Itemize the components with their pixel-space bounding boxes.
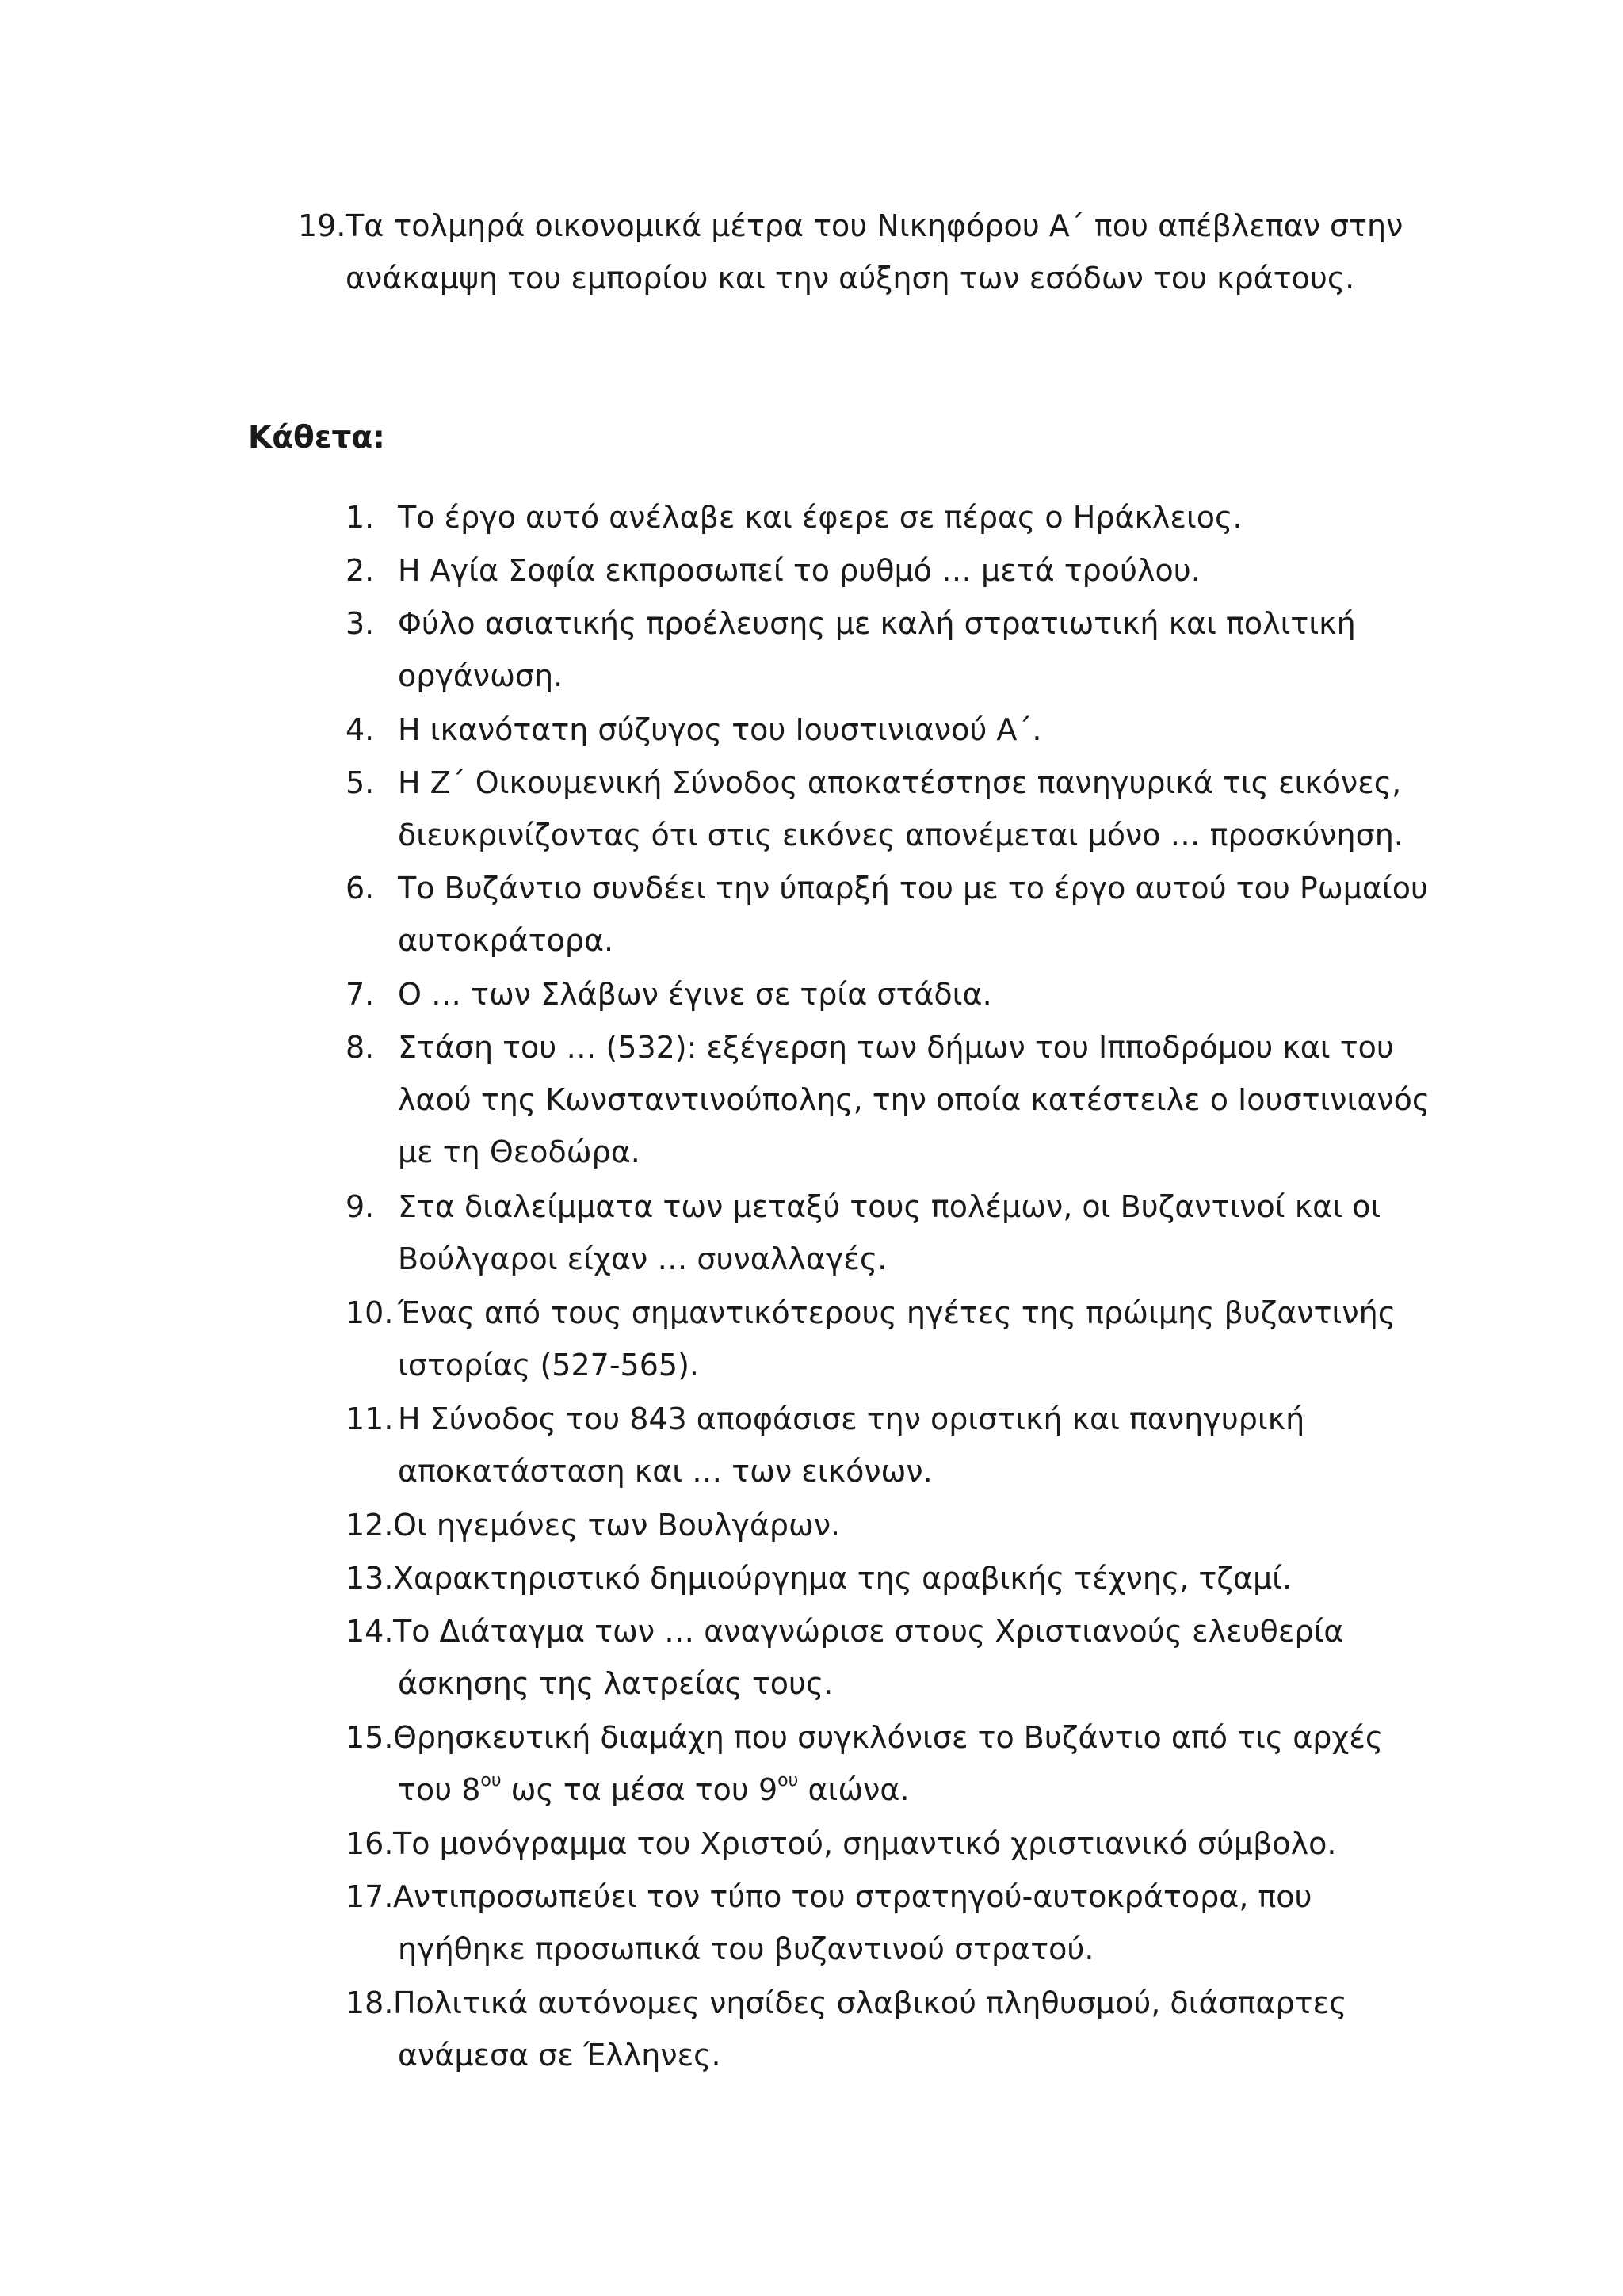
clue-number: 18.: [346, 1985, 394, 2020]
clue-text: [398, 597, 1356, 702]
clue-number: 16.: [346, 1826, 394, 1861]
clue-line: Θρησκευτική διαμάχη που συγκλόνισε το Βυζάντιο από τις αρχές: [393, 1720, 1384, 1755]
clue-number: 12.: [346, 1508, 394, 1543]
clue-line: λαού της Κωνσταντινούπολης, την οποία κατέστειλε ο Ιουστινιανός: [398, 1082, 1430, 1117]
clue-text: [393, 1871, 1312, 1975]
clue-number: 17.: [346, 1879, 394, 1914]
clue-number: 8.: [346, 1030, 375, 1065]
clue-number: 10.: [346, 1295, 394, 1330]
clue-text: [393, 1977, 1346, 2081]
clue-number: 2.: [346, 553, 375, 588]
clue-text: [398, 1021, 1430, 1178]
clue-text: [398, 1393, 1304, 1497]
clue-line: Το Βυζάντιο συνδέει την ύπαρξή του με το έργο αυτού του Ρωμαίου: [398, 871, 1428, 906]
clue-number: 6.: [346, 871, 375, 906]
ordinal-suffix: ου: [480, 1771, 502, 1791]
clue-number: 5.: [346, 765, 375, 800]
clue-line: Η Σύνοδος του 843 αποφάσισε την οριστική και πανηγυρική: [398, 1402, 1305, 1436]
clue-number: 7.: [346, 977, 375, 1012]
clue-line: άσκησης της λατρείας τους.: [398, 1666, 834, 1701]
clue-text: [398, 704, 1041, 756]
clue-text: [393, 1605, 1343, 1710]
clue-line: Οι ηγεμόνες των Βουλγάρων.: [393, 1508, 841, 1543]
clue-line: Πολιτικά αυτόνομες νησίδες σλαβικού πληθυσμού, διάσπαρτες: [393, 1985, 1347, 2020]
clue-number: 15.: [346, 1720, 394, 1755]
clue-number: 19.: [298, 208, 346, 243]
clue-line: Χαρακτηριστικό δημιούργημα της αραβικής τέχνης, τζαμί.: [393, 1561, 1293, 1596]
clue-line: Τα τολμηρά οικονομικά μέτρα του Νικηφόρου Α΄ που απέβλεπαν στην: [346, 208, 1403, 243]
down-heading: Κάθετα:: [248, 420, 385, 456]
across-clue-19: [0, 200, 1623, 311]
clue-text: [398, 1287, 1396, 1391]
clue-number: 1.: [346, 500, 375, 535]
clue-number: 13.: [346, 1561, 394, 1596]
clue-text: [393, 1817, 1336, 1870]
clue-text: [398, 862, 1428, 967]
clue-number: 14.: [346, 1614, 394, 1649]
clue-number: 4.: [346, 712, 375, 747]
clue-line: ηγήθηκε προσωπικά του βυζαντινού στρατού.: [398, 1932, 1094, 1966]
clue-number: 11.: [346, 1402, 394, 1436]
clue-line: ανάμεσα σε Έλληνες.: [398, 2038, 721, 2073]
clue-line: διευκρινίζοντας ότι στις εικόνες απονέμεται μόνο … προσκύνηση.: [398, 818, 1403, 852]
ordinal-suffix: ου: [777, 1771, 799, 1791]
clue-line: Ο … των Σλάβων έγινε σε τρία στάδια.: [398, 977, 992, 1012]
clue-line: ιστορίας (527-565).: [398, 1348, 699, 1383]
clue-line: αποκατάσταση και … των εικόνων.: [398, 1454, 933, 1489]
clue-line: Στάση του … (532): εξέγερση των δήμων του Ιπποδρόμου και του: [398, 1030, 1394, 1065]
clue-text: [346, 200, 1403, 304]
clue-line: Φύλο ασιατικής προέλευσης με καλή στρατιωτική και πολιτική: [398, 606, 1356, 641]
clue-text: [398, 1180, 1381, 1285]
clue-line: Αντιπροσωπεύει τον τύπο του στρατηγού-αυτοκράτορα, που: [393, 1879, 1312, 1914]
clue-fragment: ως τα μέσα του 9: [501, 1772, 778, 1807]
clue-line: με τη Θεοδώρα.: [398, 1135, 640, 1169]
clue-fragment: αιώνα.: [798, 1772, 910, 1807]
clue-line: αυτοκράτορα.: [398, 923, 614, 958]
clue-fragment: του 8: [398, 1772, 481, 1807]
clue-text: [398, 544, 1201, 597]
clue-line: Η ικανότατη σύζυγος του Ιουστινιανού Α΄.: [398, 712, 1042, 747]
clue-line: Βούλγαροι είχαν … συναλλαγές.: [398, 1241, 888, 1276]
clue-text: [398, 968, 992, 1020]
clue-text: [393, 1499, 840, 1551]
clue-text: [393, 1711, 1383, 1816]
clue-line: Η Ζ΄ Οικουμενική Σύνοδος αποκατέστησε πανηγυρικά τις εικόνες,: [398, 765, 1402, 800]
clue-line: Ένας από τους σημαντικότερους ηγέτες της πρώιμης βυζαντινής: [398, 1295, 1396, 1330]
clue-line: Η Αγία Σοφία εκπροσωπεί το ρυθμό … μετά τρούλου.: [398, 553, 1201, 588]
clue-number: 3.: [346, 606, 375, 641]
clue-line: οργάνωση.: [398, 658, 563, 693]
clue-line: [398, 1764, 1383, 1816]
clue-text: [398, 491, 1242, 543]
clue-number: 9.: [346, 1189, 375, 1224]
clue-text: [398, 757, 1403, 861]
clue-line: Το μονόγραμμα του Χριστού, σημαντικό χριστιανικό σύμβολο.: [393, 1826, 1337, 1861]
clue-line: Το Διάταγμα των … αναγνώρισε στους Χριστιανούς ελευθερία: [393, 1614, 1344, 1649]
clue-line: Στα διαλείμματα των μεταξύ τους πολέμων, οι Βυζαντινοί και οι: [398, 1189, 1381, 1224]
clue-line: Το έργο αυτό ανέλαβε και έφερε σε πέρας ο Ηράκλειος.: [398, 500, 1243, 535]
clue-text: [393, 1552, 1292, 1604]
clue-line: ανάκαμψη του εμπορίου και την αύξηση των εσόδων του κράτους.: [346, 261, 1355, 296]
